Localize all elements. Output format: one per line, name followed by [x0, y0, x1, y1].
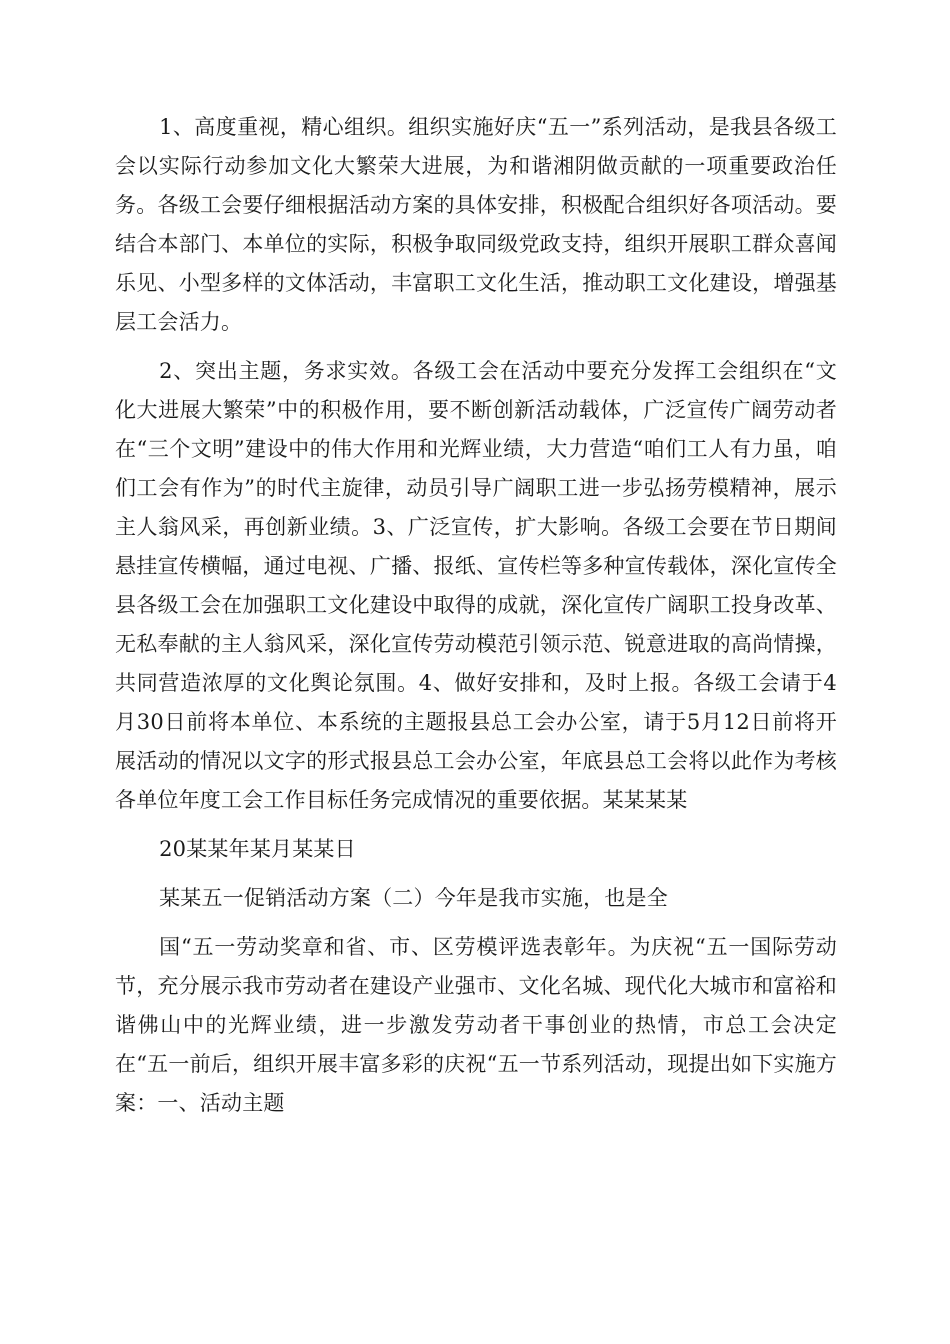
paragraph-2: 2、突出主题，务求实效。各级工会在活动中要充分发挥工会组织在“文化大进展大繁荣”中的积极作用，要不断创新活动载体，广泛宣传广阔劳动者在“三个文明”建设中的伟大作用和光辉业绩，大力营造“咱们工人有力虽，咱们工会有作为”的时代主旋律，动员引导广阔职工进一步弘扬劳模精神，展示主人翁风采，再创新业绩。3、广泛宣传，扩大影响。各级工会要在节日期间悬挂宣传横幅，通过电视、广播、报纸、宣传栏等多种宣传载体，深化宣传全县各级工会在加强职工文化建设中取得的成就，深化宣传广阔职工投身改革、无私奉献的主人翁风采，深化宣传劳动模范引领示范、锐意进取的高尚情操，共同营造浓厚的文化舆论氛围。4、做好安排和，及时上报。各级工会请于4月30日前将本单位、本系统的主题报县总工会办公室，请于5月12日前将开展活动的情况以文字的形式报县总工会办公室，年底县总工会将以此作为考核各单位年度工会工作目标任务完成情况的重要依据。某某某某 [115, 359, 837, 812]
paragraph-3: 国“五一劳动奖章和省、市、区劳模评选表彰年。为庆祝“五一国际劳动节，充分展示我市劳动者在建设产业强市、文化名城、现代化大城市和富裕和谐佛山中的光辉业绩，进一步激发劳动者干事创业的热情，市总工会决定在“五一前后，组织开展丰富多彩的庆祝“五一节系列活动，现提出如下实施方案：一、活动主题 [115, 935, 837, 1115]
document-body [115, 108, 837, 1123]
paragraph-1: 1、高度重视，精心组织。组织实施好庆“五一”系列活动，是我县各级工会以实际行动参加文化大繁荣大进展，为和谐湘阴做贡献的一项重要政治任务。各级工会要仔细根据活动方案的具体安排，积极配合组织好各项活动。要结合本部门、本单位的实际，积极争取同级党政支持，组织开展职工群众喜闻乐见、小型多样的文体活动，丰富职工文化生活，推动职工文化建设，增强基层工会活力。 [115, 115, 837, 334]
paragraph-plan-title: 某某五一促销活动方案（二）今年是我市实施，也是全 [159, 886, 668, 910]
paragraph-date: 20某某年某月某某日 [159, 837, 356, 861]
